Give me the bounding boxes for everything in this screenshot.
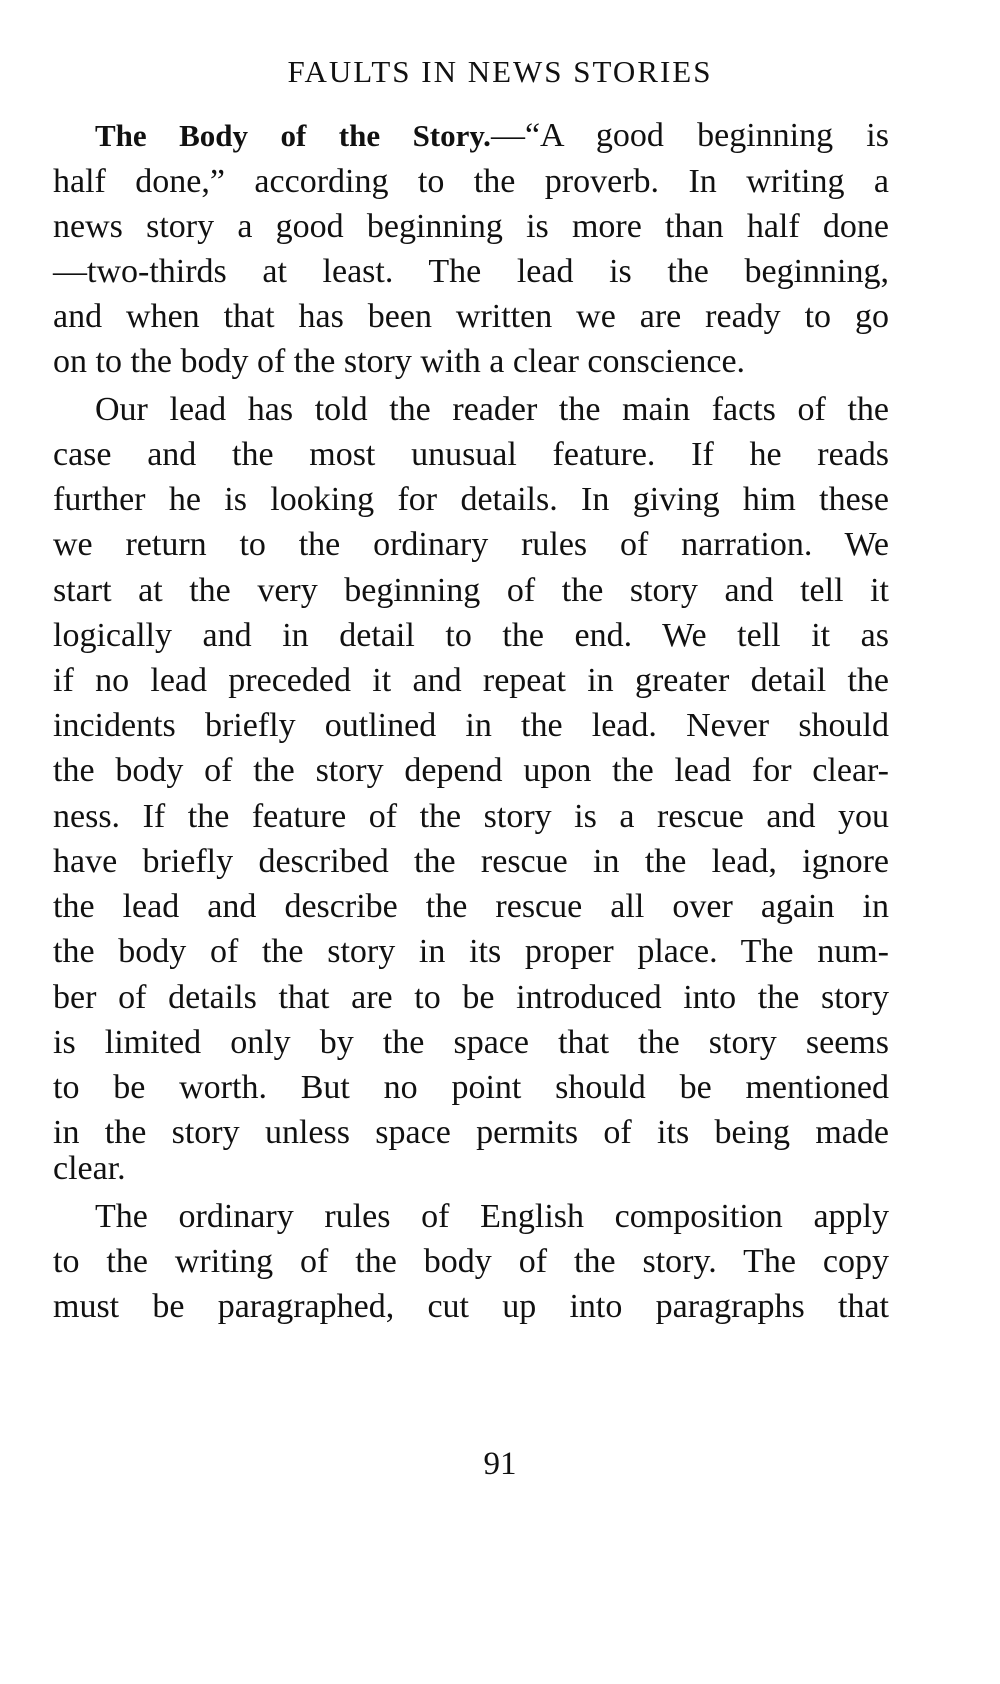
text-line: if no lead preceded it and repeat in greater detail the	[53, 662, 889, 699]
text-line: have briefly described the rescue in the lead, ignore	[53, 843, 889, 880]
text-line: news story a good beginning is more than half done	[53, 208, 889, 245]
page-number: 91	[483, 1446, 517, 1482]
text-line	[95, 116, 889, 156]
text-line: must be paragraphed, cut up into paragraphs that	[53, 1288, 889, 1325]
text-line: and when that has been written we are ready to go	[53, 298, 889, 335]
text-line: to the writing of the body of the story. The copy	[53, 1243, 889, 1280]
text-line: ber of details that are to be introduced into the story	[53, 979, 889, 1016]
text-line: incidents briefly outlined in the lead. Never should	[53, 707, 889, 744]
text-line: The ordinary rules of English composition apply	[95, 1198, 889, 1235]
text-line: case and the most unusual feature. If he reads	[53, 436, 889, 473]
text-line: the body of the story in its proper place. The num-	[53, 933, 889, 970]
text-line: logically and in detail to the end. We tell it as	[53, 617, 889, 654]
text-line: —two-thirds at least. The lead is the beginning,	[53, 253, 889, 290]
running-head: FAULTS IN NEWS STORIES	[287, 54, 713, 89]
text-line: clear.	[53, 1150, 126, 1187]
text-line: is limited only by the space that the story seems	[53, 1024, 889, 1061]
line-text: —“A good beginning is	[490, 117, 889, 154]
text-line: ness. If the feature of the story is a rescue and you	[53, 798, 889, 835]
text-line: the body of the story depend upon the lead for clear-	[53, 752, 889, 789]
text-line: Our lead has told the reader the main facts of the	[95, 391, 889, 428]
text-line: we return to the ordinary rules of narration. We	[53, 526, 889, 563]
text-line: half done,” according to the proverb. In writing a	[53, 163, 889, 200]
text-line: on to the body of the story with a clear conscience.	[53, 343, 746, 380]
text-line: start at the very beginning of the story and tell it	[53, 572, 889, 609]
text-line: in the story unless space permits of its being made	[53, 1114, 889, 1151]
text-line: to be worth. But no point should be mentioned	[53, 1069, 889, 1106]
section-heading: The Body of the Story.	[95, 118, 491, 153]
text-line: the lead and describe the rescue all over again in	[53, 888, 889, 925]
text-line: further he is looking for details. In giving him these	[53, 481, 889, 518]
